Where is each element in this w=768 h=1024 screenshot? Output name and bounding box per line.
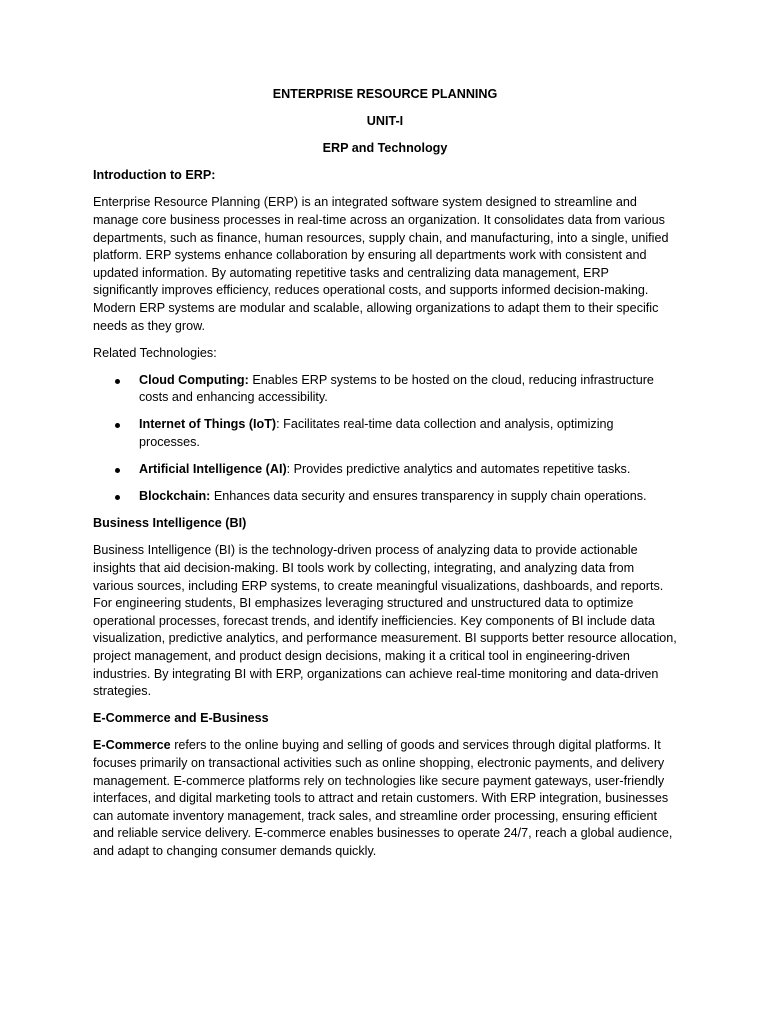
list-item: [93, 488, 677, 506]
document-title: ENTERPRISE RESOURCE PLANNING: [272, 87, 498, 101]
technology-description: : Facilitates real-time data collection and analysis, optimizing processes.: [139, 417, 614, 449]
list-item: [93, 372, 677, 407]
technology-term: Blockchain:: [139, 489, 211, 504]
technology-description: : Provides predictive analytics and automates repetitive tasks.: [286, 462, 631, 477]
ecommerce-term: E-Commerce: [93, 738, 171, 753]
bullet-icon: [115, 423, 120, 428]
ecommerce-text: refers to the online buying and selling of goods and services through digital platforms. It focuses primarily on transactional activities such as online shopping, electronic payments, and delivery management. E-commerce platforms rely on technologies like secure payment gateways, user-friendly interfaces, and digital marketing tools to attract and retain customers. With ERP integration, businesses can automate inventory management, track sales, and streamline order processing, ensuring efficient and reliable service delivery. E-commerce enables businesses to operate 24/7, reach a global audience, and adapt to changing consumer demands quickly.: [93, 738, 673, 858]
bullet-icon: [115, 379, 120, 384]
technology-term: Artificial Intelligence (AI): [139, 462, 287, 477]
technology-term: Cloud Computing:: [139, 372, 249, 387]
bullet-icon: [115, 495, 120, 500]
technology-term: Internet of Things (IoT): [139, 417, 277, 432]
ecommerce-heading: E-Commerce and E-Business: [93, 711, 269, 726]
list-item: [93, 416, 677, 451]
document-subtitle: ERP and Technology: [322, 141, 448, 156]
technologies-list: [93, 372, 677, 506]
bi-paragraph: Business Intelligence (BI) is the technology-driven process of analyzing data to provide actionable insights that aid decision-making. BI tools work by collecting, integrating, and analyzing data from various sources, including ERP systems, to create meaningful visualizations, dashboards, and reports. For engineering students, BI emphasizes leveraging structured and unstructured data to optimize operational processes, forecast trends, and identify inefficiencies. Key components of BI include data visualization, predictive analytics, and performance measurement. BI supports better resource allocation, project management, and product design decisions, making it a critical tool in engineering-driven industries. By integrating BI with ERP, organizations can achieve real-time monitoring and data-driven strategies.: [93, 543, 677, 699]
list-item: [93, 461, 677, 479]
related-technologies-label: Related Technologies:: [93, 345, 217, 360]
bi-heading: Business Intelligence (BI): [93, 516, 247, 531]
intro-paragraph: Enterprise Resource Planning (ERP) is an integrated software system designed to streamline and manage core business processes in real-time across an organization. It consolidates data from various departments, such as finance, human resources, supply chain, and manufacturing, into a single, unified platform. ERP systems enhance collaboration by ensuring all departments work with consistent and updated information. By automating repetitive tasks and centralizing data management, ERP significantly improves efficiency, reduces operational costs, and supports informed decision-making. Modern ERP systems are modular and scalable, allowing organizations to adapt them to their specific needs as they grow.: [93, 195, 669, 333]
ecommerce-paragraph: [93, 737, 677, 860]
bullet-icon: [115, 468, 120, 473]
technology-description: Enables ERP systems to be hosted on the cloud, reducing infrastructure costs and enhancing accessibility.: [139, 372, 654, 405]
document-page: [93, 86, 677, 870]
unit-label: UNIT-I: [366, 114, 404, 129]
technology-description: Enhances data security and ensures transparency in supply chain operations.: [210, 489, 647, 504]
intro-heading: Introduction to ERP:: [93, 168, 216, 183]
